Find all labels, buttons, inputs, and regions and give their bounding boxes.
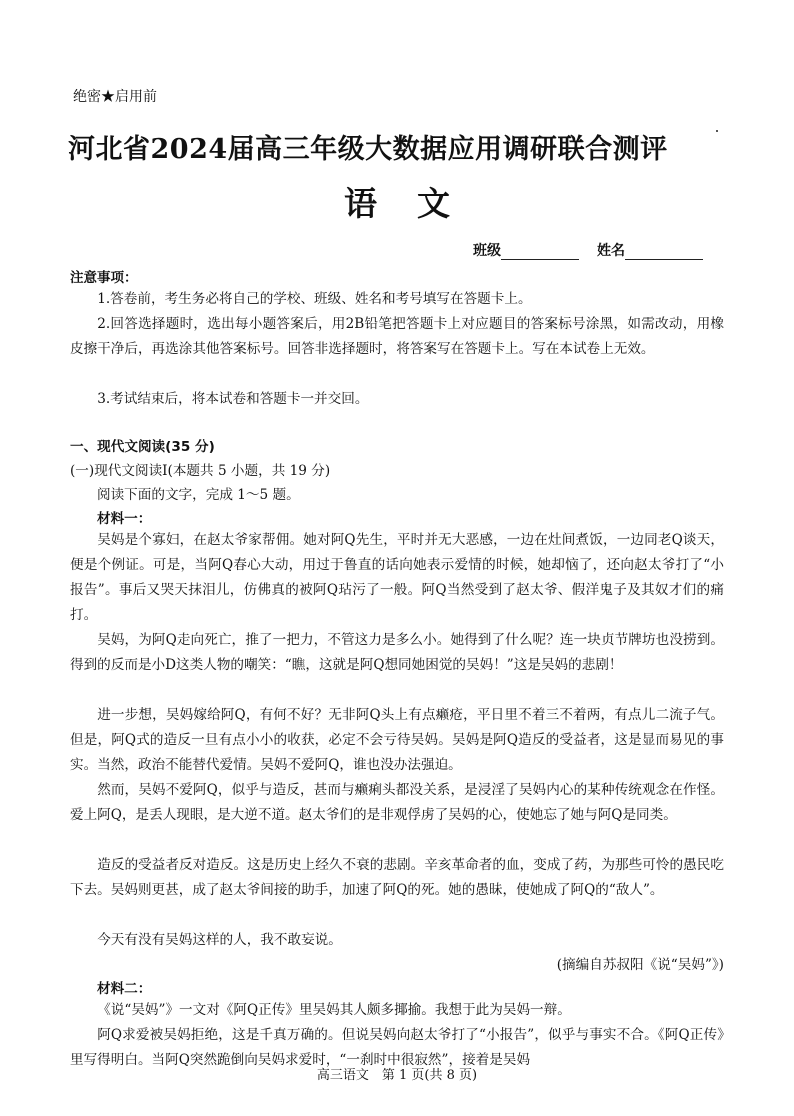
instruction: 阅读下面的文字，完成 1～5 题。 — [97, 487, 300, 503]
notice-item: 3.考试结束后，将本试卷和答题卡一并交回。 — [97, 391, 369, 407]
material-1-source: (摘编自苏叔阳《说“吴妈”》) — [556, 957, 724, 973]
material-2-paragraph: 《说“吴妈”》一文对《阿Q正传》里吴妈其人颇多揶揄。我想于此为吴妈一辩。 — [97, 1002, 571, 1018]
material-1-paragraph: 今天有没有吴妈这样的人，我不敢妄说。 — [97, 932, 342, 948]
material-1-paragraph: 进一步想，吴妈嫁给阿Q，有何不好？无非阿Q头上有点癞疮，平日里不着三不着两，有点儿二流子气。但是，阿Q式的造反一旦有点小小的收获，必定不会亏待吴妈。吴妈是阿Q造反的受益者，这是显而易见的事实。当然，政治不能替代爱情。吴妈不爱阿Q，谁也没办法强迫。 — [70, 707, 724, 773]
material-1-label: 材料一： — [97, 511, 152, 527]
section-title: 一、现代文阅读(35 分) — [70, 439, 215, 455]
class-blank — [501, 245, 579, 260]
material-2-paragraph: 阿Q求爱被吴妈拒绝，这是千真万确的。但说吴妈向赵太爷打了“小报告”，似乎与事实不合。《阿Q正传》里写得明白。当阿Q突然跪倒向吴妈求爱时，“一刹时中很寂然”，接着是吴妈 — [70, 1027, 724, 1068]
class-label: 班级 — [473, 243, 501, 259]
notice-item: 2.回答选择题时，选出每小题答案后，用2B铅笔把答题卡上对应题目的答案标号涂黑，如需改动，用橡皮擦干净后，再选涂其他答案标号。回答非选择题时，将答案写在答题卡上。写在本试卷上无效。 — [70, 316, 724, 357]
material-1-paragraph: 造反的受益者反对造反。这是历史上经久不衰的悲剧。辛亥革命者的血，变成了药，为那些可怜的愚民吃下去。吴妈则更甚，成了赵太爷间接的助手，加速了阿Q的死。她的愚昧，使她成了阿Q的“敌人”。 — [70, 857, 724, 898]
material-2-label: 材料二： — [97, 981, 152, 997]
notice-item: 1.答卷前，考生务必将自己的学校、班级、姓名和考号填写在答题卡上。 — [97, 291, 532, 307]
exam-title: 河北省2024届高三年级大数据应用调研联合测评 — [68, 134, 668, 165]
material-1-paragraph: 吴妈是个寡妇，在赵太爷家帮佣。她对阿Q先生，平时并无大恶感，一边在灶间煮饭，一边同老Q谈天，便是个例证。可是，当阿Q春心大动，用过于鲁直的话向她表示爱情的时候，她却恼了，还向赵太爷打了“小报告”。事后又哭天抹泪儿，仿佛真的被阿Q玷污了一般。阿Q当然受到了赵太爷、假洋鬼子及其奴才们的痛打。 — [70, 532, 724, 623]
page-footer: 高三语文 第 1 页(共 8 页) — [316, 1068, 478, 1083]
name-blank — [625, 245, 703, 260]
material-1-paragraph: 然而，吴妈不爱阿Q，似乎与造反，甚而与癞痢头都没关系，是浸淫了吴妈内心的某种传统观念在作怪。爱上阿Q，是丢人现眼，是大逆不道。赵太爷们的是非观俘虏了吴妈的心，使她忘了她与阿Q是同类。 — [70, 782, 724, 823]
name-label: 姓名 — [597, 243, 625, 259]
confidential-label: 绝密★启用前 — [73, 89, 157, 105]
notice-heading: 注意事项： — [70, 270, 138, 286]
subsection-title: (一)现代文阅读Ⅰ(本题共 5 小题，共 19 分) — [70, 463, 331, 479]
scan-dot — [716, 130, 718, 132]
material-1-paragraph: 吴妈，为阿Q走向死亡，推了一把力，不管这力是多么小。她得到了什么呢？连一块贞节牌坊也没捞到。得到的反而是小D这类人物的嘲笑：“瞧，这就是阿Q想同她困觉的吴妈！”这是吴妈的悲剧！ — [70, 632, 724, 673]
class-name-fields — [473, 240, 703, 260]
subject-title: 语文 — [344, 184, 490, 223]
